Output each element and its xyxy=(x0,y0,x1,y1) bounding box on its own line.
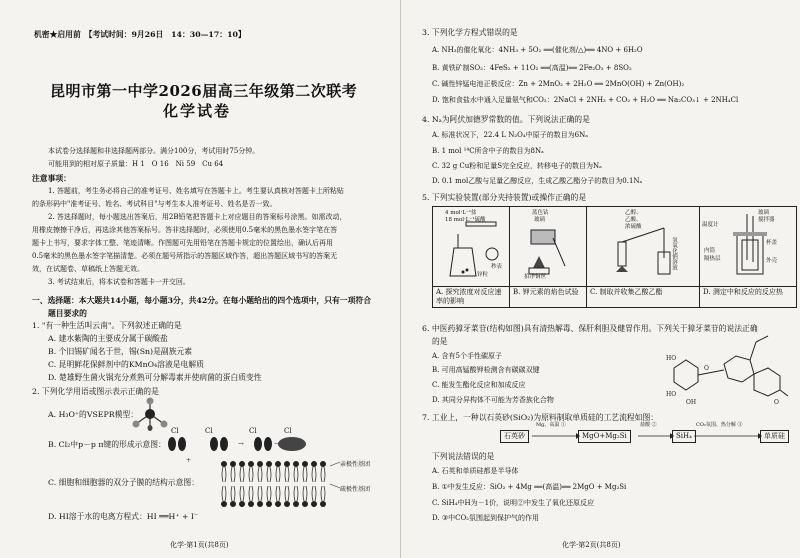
q1-option-c: C. 昆明鲜花保鲜剂中的KMnO₄溶液是电解质 xyxy=(48,360,204,369)
cl-label: Cl xyxy=(249,427,257,435)
lipid-tail xyxy=(312,486,316,501)
lipid-tail xyxy=(249,486,253,501)
note-line: 0.5毫米的黑色墨水签字笔描清楚。必须在题号所指示的答题区域作答，超出答题区域书写的答案无 xyxy=(32,252,338,260)
lipid-head xyxy=(320,501,326,507)
flow-step-sih4: SiH₄ xyxy=(672,430,696,443)
a-label-3: 锌粒 xyxy=(477,272,489,278)
intro-line: 本试卷分选择题和非选择题两部分。满分100分，考试用时75分钟。 xyxy=(48,147,260,155)
notes-title: 注意事项： xyxy=(32,174,71,183)
lipid-tail xyxy=(321,467,325,482)
a-label-1: 4 mol·L⁻¹盐 xyxy=(445,210,477,216)
q5-stem: 5. 下列实验装置(部分夹持装置)或操作正确的是 xyxy=(422,193,587,202)
c-label-3: 浓硫酸 xyxy=(625,224,642,230)
d-label-6: 隔热层 xyxy=(704,256,721,262)
d-label-1: 温度计 xyxy=(702,222,719,228)
lipid-head xyxy=(293,501,299,507)
lipid-head xyxy=(230,501,236,507)
option-c-cell: C. 制取并收集乙酸乙酯 xyxy=(587,287,700,308)
a-label-4: 秒表 xyxy=(491,264,503,270)
hydrophilic-label: 亲极性基团 xyxy=(340,461,371,468)
lipid-tail xyxy=(285,486,289,501)
q7-stem: 7. 工业上，一种以石英砂(SiO₂)为原料制取单质硅的工艺流程如图： xyxy=(422,413,659,422)
d-label-7: 外壳 xyxy=(766,258,778,264)
a-label-2: 18 mol·L⁻¹硫酸 xyxy=(445,217,486,223)
lipid-head xyxy=(284,501,290,507)
q3-option-a: A. NH₃的催化氧化：4NH₃ + 5O₂ ══(催化剂/△)══ 4NO + 6H₂O xyxy=(432,46,643,54)
q3-stem: 3. 下列化学方程式错误的是 xyxy=(422,28,518,37)
intro-line: 可能用到的相对原子质量：H 1 O 16 Ni 59 Cu 64 xyxy=(48,160,224,168)
exam-title: 昆明市第一中学2026届高三年级第二次联考 xyxy=(50,82,358,100)
lipid-head xyxy=(239,501,245,507)
section-heading-cont: 题目要求的 xyxy=(48,309,87,318)
cl-label: Cl xyxy=(205,427,213,435)
b-label-1: 蓝色钴 xyxy=(532,210,549,216)
lipid-tail xyxy=(312,467,316,482)
q6-option-c: C. 能发生酯化反应和加成反应 xyxy=(432,381,526,389)
page-2 xyxy=(402,0,800,558)
q7-option-d: D. ③中CO₂氛围起到保护气的作用 xyxy=(432,514,539,522)
lipid-head xyxy=(239,461,245,467)
q1-option-b: B. 个旧锡矿闻名于世，锡(Sn)是副族元素 xyxy=(48,347,193,356)
flow-step-mgo: MgO+Mg₂Si xyxy=(578,430,631,443)
q4-stem: 4. Nₐ为阿伏加德罗常数的值。下列说法正确的是 xyxy=(422,115,590,124)
apparatus-d-cell xyxy=(700,207,797,287)
cl-label: Cl xyxy=(171,427,179,435)
lipid-head xyxy=(320,461,326,467)
q7-option-a: A. 石英和单质硅都是半导体 xyxy=(432,467,519,475)
lipid-tail xyxy=(276,467,280,482)
lipid-tail xyxy=(276,486,280,501)
lipid-head xyxy=(266,461,272,467)
lipid-head xyxy=(248,461,254,467)
note-line: 2. 答选择题时，每小题选出答案后，用2B铅笔把答题卡上对应题目的答案标号涂黑。如需改动， xyxy=(48,213,347,221)
svg-text:→: → xyxy=(274,440,280,448)
q6-option-a: A. 含有5个手性碳原子 xyxy=(432,352,502,360)
lipid-head xyxy=(257,461,263,467)
lipid-tail xyxy=(231,467,235,482)
lipid-tail xyxy=(222,467,226,482)
q4-option-b: B. 1 mol ¹⁴C所含中子的数目为8Nₐ xyxy=(432,147,544,155)
exam-subtitle: 化学试卷 xyxy=(163,102,232,120)
vsepr-model-figure xyxy=(128,396,172,432)
note-line: 用橡皮擦擦干净后，再选涂其他答案标号。答非选择题时，必须使用0.5毫米的黑色墨水签字笔在答 xyxy=(32,226,338,234)
svg-text:O: O xyxy=(704,365,709,372)
lipid-head xyxy=(221,461,227,467)
flow-arrow-1-label: Mg、高温 ① xyxy=(536,422,566,428)
lipid-tail xyxy=(294,467,298,482)
svg-text:+: + xyxy=(186,457,192,464)
lipid-head xyxy=(293,461,299,467)
page-footer: 化学·第1页(共8页) xyxy=(170,541,229,549)
note-line: 的条形码中"准考证号、姓名、考试科目"与考生本人准考证号、姓名是否一致。 xyxy=(32,200,277,208)
q6-option-b: B. 可用高锰酸钾检测含有碳碳双键 xyxy=(432,366,540,374)
lipid-head xyxy=(248,501,254,507)
q7-question: 下列说法错误的是 xyxy=(432,452,495,461)
lipid-head xyxy=(284,461,290,467)
d-label-3: 搅拌器 xyxy=(758,217,775,223)
apparatus-b-cell xyxy=(510,207,587,287)
q3-option-b: B. 黄铁矿制SO₂：4FeS₂ + 11O₂ ══(高温)══ 2Fe₂O₃ + 8SO₂ xyxy=(432,64,632,72)
section-heading: 一、选择题：本大题共14小题，每小题3分，共42分。在每小题给出的四个选项中，只有一项符合 xyxy=(32,296,371,305)
q3-option-c: C. 碱性锌锰电池正极反应：Zn + 2MnO₂ + 2H₂O ══ 2MnO(OH) + Zn(OH)₂ xyxy=(432,80,685,88)
lipid-head xyxy=(275,501,281,507)
lipid-tail xyxy=(267,486,271,501)
lipid-tail xyxy=(294,486,298,501)
flow-arrow-2-label: 盐酸 ② xyxy=(640,422,657,428)
lipid-tail xyxy=(303,467,307,482)
lipid-tail xyxy=(267,467,271,482)
gentiopicroside-structure xyxy=(664,330,792,408)
lipid-head xyxy=(221,501,227,507)
q7-option-c: C. SiH₄中H为－1价，说明②中发生了氧化还原反应 xyxy=(432,499,595,507)
lipid-tail xyxy=(303,486,307,501)
lipid-tail xyxy=(231,486,235,501)
page-divider xyxy=(400,0,401,558)
hydrophobic-label: 疏极性基团 xyxy=(340,486,371,493)
lipid-head xyxy=(302,461,308,467)
lipid-head xyxy=(257,501,263,507)
c-label-1: 乙醇、 xyxy=(625,210,642,216)
note-line: 题卡上书写，要求字体工整、笔迹清晰。作图题可先用铅笔在答题卡规定的位置绘出，确认后再用 xyxy=(32,239,333,247)
lipid-head xyxy=(266,501,272,507)
page-footer: 化学·第2页(共8页) xyxy=(562,541,621,549)
lipid-head xyxy=(311,461,317,467)
svg-text:HO: HO xyxy=(666,355,677,362)
d-label-5: 内筒 xyxy=(704,248,716,254)
q2-option-c: C. 细胞和细胞器的双分子膜的结构示意图： xyxy=(48,478,199,487)
flow-step-silicon: 单质硅 xyxy=(760,430,789,443)
q1-option-d: D. 楚雄野生菌火锅充分煮熟可分解毒素并使病菌的蛋白质变性 xyxy=(48,373,262,382)
q4-option-d: D. 0.1 mol乙酸与足量乙醇反应，生成乙酸乙酯分子的数目为0.1Nₐ xyxy=(432,177,643,185)
lipid-tail xyxy=(240,467,244,482)
lipid-head xyxy=(275,461,281,467)
q4-option-a: A. 标准状况下，22.4 L N₂O₄中原子的数目为6Nₐ xyxy=(432,131,588,139)
lipid-tail xyxy=(285,467,289,482)
q6-option-d: D. 其同分异构体不可能为芳香族化合物 xyxy=(432,396,554,404)
c-label-2: 乙酸、 xyxy=(625,217,642,223)
svg-text:HO: HO xyxy=(666,391,677,398)
flow-arrow-3-label: CO₂氛围、热分解 ③ xyxy=(696,422,743,428)
q2-stem: 2. 下列化学用语或图示表示正确的是 xyxy=(32,387,159,396)
c-label-4: 氢氧化钠溶液 xyxy=(671,237,677,270)
lipid-tail xyxy=(258,486,262,501)
d-label-2: 玻璃 xyxy=(758,210,770,216)
q5-apparatus-table xyxy=(432,206,797,308)
exam-header: 机密★启用前 【考试时间：9月26日 14：30—17：10】 xyxy=(34,30,246,39)
lipid-head xyxy=(302,501,308,507)
cl-label: Cl xyxy=(284,427,292,435)
apparatus-b-figure xyxy=(513,208,583,282)
lipid-head xyxy=(311,501,317,507)
lipid-tail xyxy=(240,486,244,501)
svg-text:OH: OH xyxy=(686,399,697,406)
q1-option-a: A. 建水紫陶的主要成分属于碳酸盐 xyxy=(48,334,168,343)
q7-option-b: B. ①中发生反应：SiO₂ + 4Mg ══(高温)══ 2MgO + Mg₂Si xyxy=(432,483,627,491)
d-label-4: 杯盖 xyxy=(766,240,778,246)
q6-stem: 6. 中医药獐牙菜苷(结构如图)具有清热解毒、保肝利胆及健胃作用。下列关于獐牙菜苷的说法正确 xyxy=(422,324,758,333)
note-line: 1. 答题前，考生务必将自己的准考证号、姓名填写在答题卡上。考生要认真核对答题卡上所粘贴 xyxy=(48,187,344,195)
option-d-cell: D. 测定中和反应的反应热 xyxy=(700,287,797,308)
option-a-cell: A. 探究浓度对反应速率的影响 xyxy=(433,287,510,308)
apparatus-d-figure xyxy=(703,208,793,282)
note-line: 效，在试题卷、草稿纸上答题无效。 xyxy=(32,265,144,273)
option-b-cell: B. 钾元素的焰色试验 xyxy=(510,287,587,308)
apparatus-a-cell xyxy=(433,207,510,287)
svg-text:O: O xyxy=(774,399,779,406)
b-label-3: 拍净铜丝 xyxy=(524,274,547,280)
lipid-tail xyxy=(258,467,262,482)
q4-option-c: C. 32 g Cu粉和足量S完全反应，转移电子的数目为Nₐ xyxy=(432,162,602,170)
apparatus-c-cell xyxy=(587,207,700,287)
q2-option-d: D. HI溶于水的电离方程式：HI ══H⁺ + I⁻ xyxy=(48,512,199,521)
bilayer-membrane-figure xyxy=(218,460,348,508)
apparatus-c-figure xyxy=(590,208,696,282)
flow-step-quartz: 石英砂 xyxy=(500,430,529,443)
q1-stem: 1. "有一种生活叫云南"。下列叙述正确的是 xyxy=(32,321,182,330)
lipid-tail xyxy=(321,486,325,501)
lipid-head xyxy=(230,461,236,467)
note-line: 3. 考试结束后，将本试卷和答题卡一并交回。 xyxy=(48,278,190,286)
b-label-2: 玻璃 xyxy=(534,217,546,223)
svg-text:→: → xyxy=(238,440,244,448)
q6-stem-cont: 的是 xyxy=(432,337,448,346)
q2-option-b: B. Cl₂中p－p π键的形成示意图： xyxy=(48,440,166,449)
q3-option-d: D. 饱和食盐水中通入足量氨气和CO₂：2NaCl + 2NH₃ + CO₂ + H₂O ══ Na₂CO₃↓ + 2NH₄Cl xyxy=(432,96,739,104)
lipid-tail xyxy=(249,467,253,482)
lipid-tail xyxy=(222,486,226,501)
q2-option-a: A. H₃O⁺的VSEPR模型： xyxy=(48,410,138,419)
